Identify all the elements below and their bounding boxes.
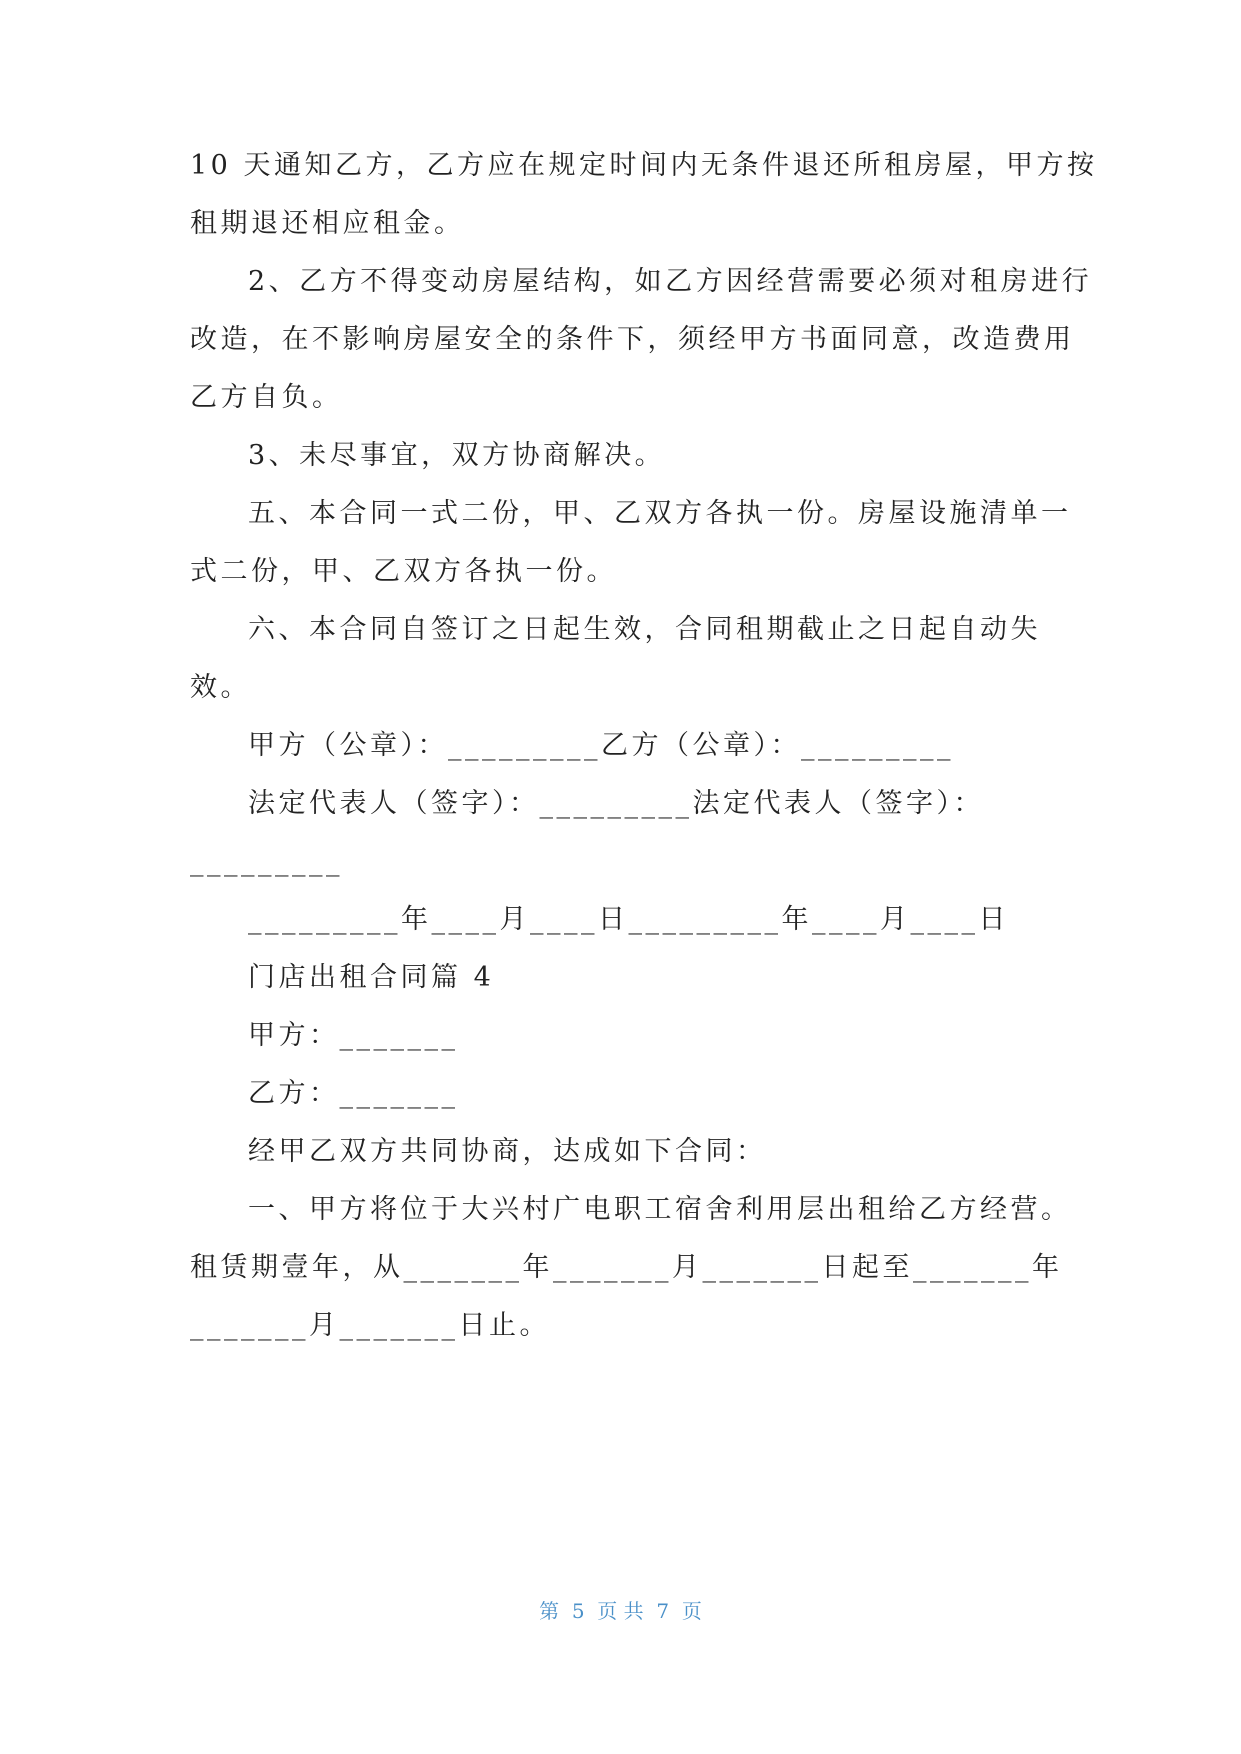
paragraph-line: 六、本合同自签订之日起生效，合同租期截止之日起自动失 [248,614,1041,645]
section-heading: 门店出租合同篇 4 [248,962,495,993]
paragraph-line: 改造，在不影响房屋安全的条件下，须经甲方书面同意，改造费用 [190,324,1075,355]
signature-line-representative: 法定代表人（签字）：_________法定代表人（签字）： [248,788,984,819]
party-b-line: 乙方：_______ [248,1078,459,1109]
party-a-line: 甲方：_______ [248,1020,459,1051]
page-number-footer: 第 5 页 共 7 页 [539,1599,702,1623]
signature-blank: _________ [190,846,343,877]
paragraph-line: 经甲乙双方共同协商，达成如下合同： [248,1136,767,1167]
paragraph-line: 10 天通知乙方，乙方应在规定时间内无条件退还所租房屋，甲方按 [190,150,1098,181]
paragraph-line: _______月_______日止。 [190,1310,550,1341]
paragraph-line: 效。 [190,672,251,703]
paragraph-line: 3、未尽事宜，双方协商解决。 [248,440,666,471]
paragraph-line: 租赁期壹年，从_______年_______月_______日起至_______年 [190,1252,1063,1283]
date-line: _________年____月____日_________年____月____日 [248,904,1009,935]
paragraph-line: 乙方自负。 [190,382,343,413]
paragraph-line: 式二份，甲、乙双方各执一份。 [190,556,617,587]
signature-line-seal: 甲方（公章）：_________乙方（公章）：_________ [248,730,954,761]
paragraph-line: 五、本合同一式二份，甲、乙双方各执一份。房屋设施清单一 [248,498,1072,529]
paragraph-line: 2、乙方不得变动房屋结构，如乙方因经营需要必须对租房进行 [248,266,1093,297]
paragraph-line: 租期退还相应租金。 [190,208,465,239]
paragraph-line: 一、甲方将位于大兴村广电职工宿舍利用层出租给乙方经营。 [248,1194,1072,1225]
